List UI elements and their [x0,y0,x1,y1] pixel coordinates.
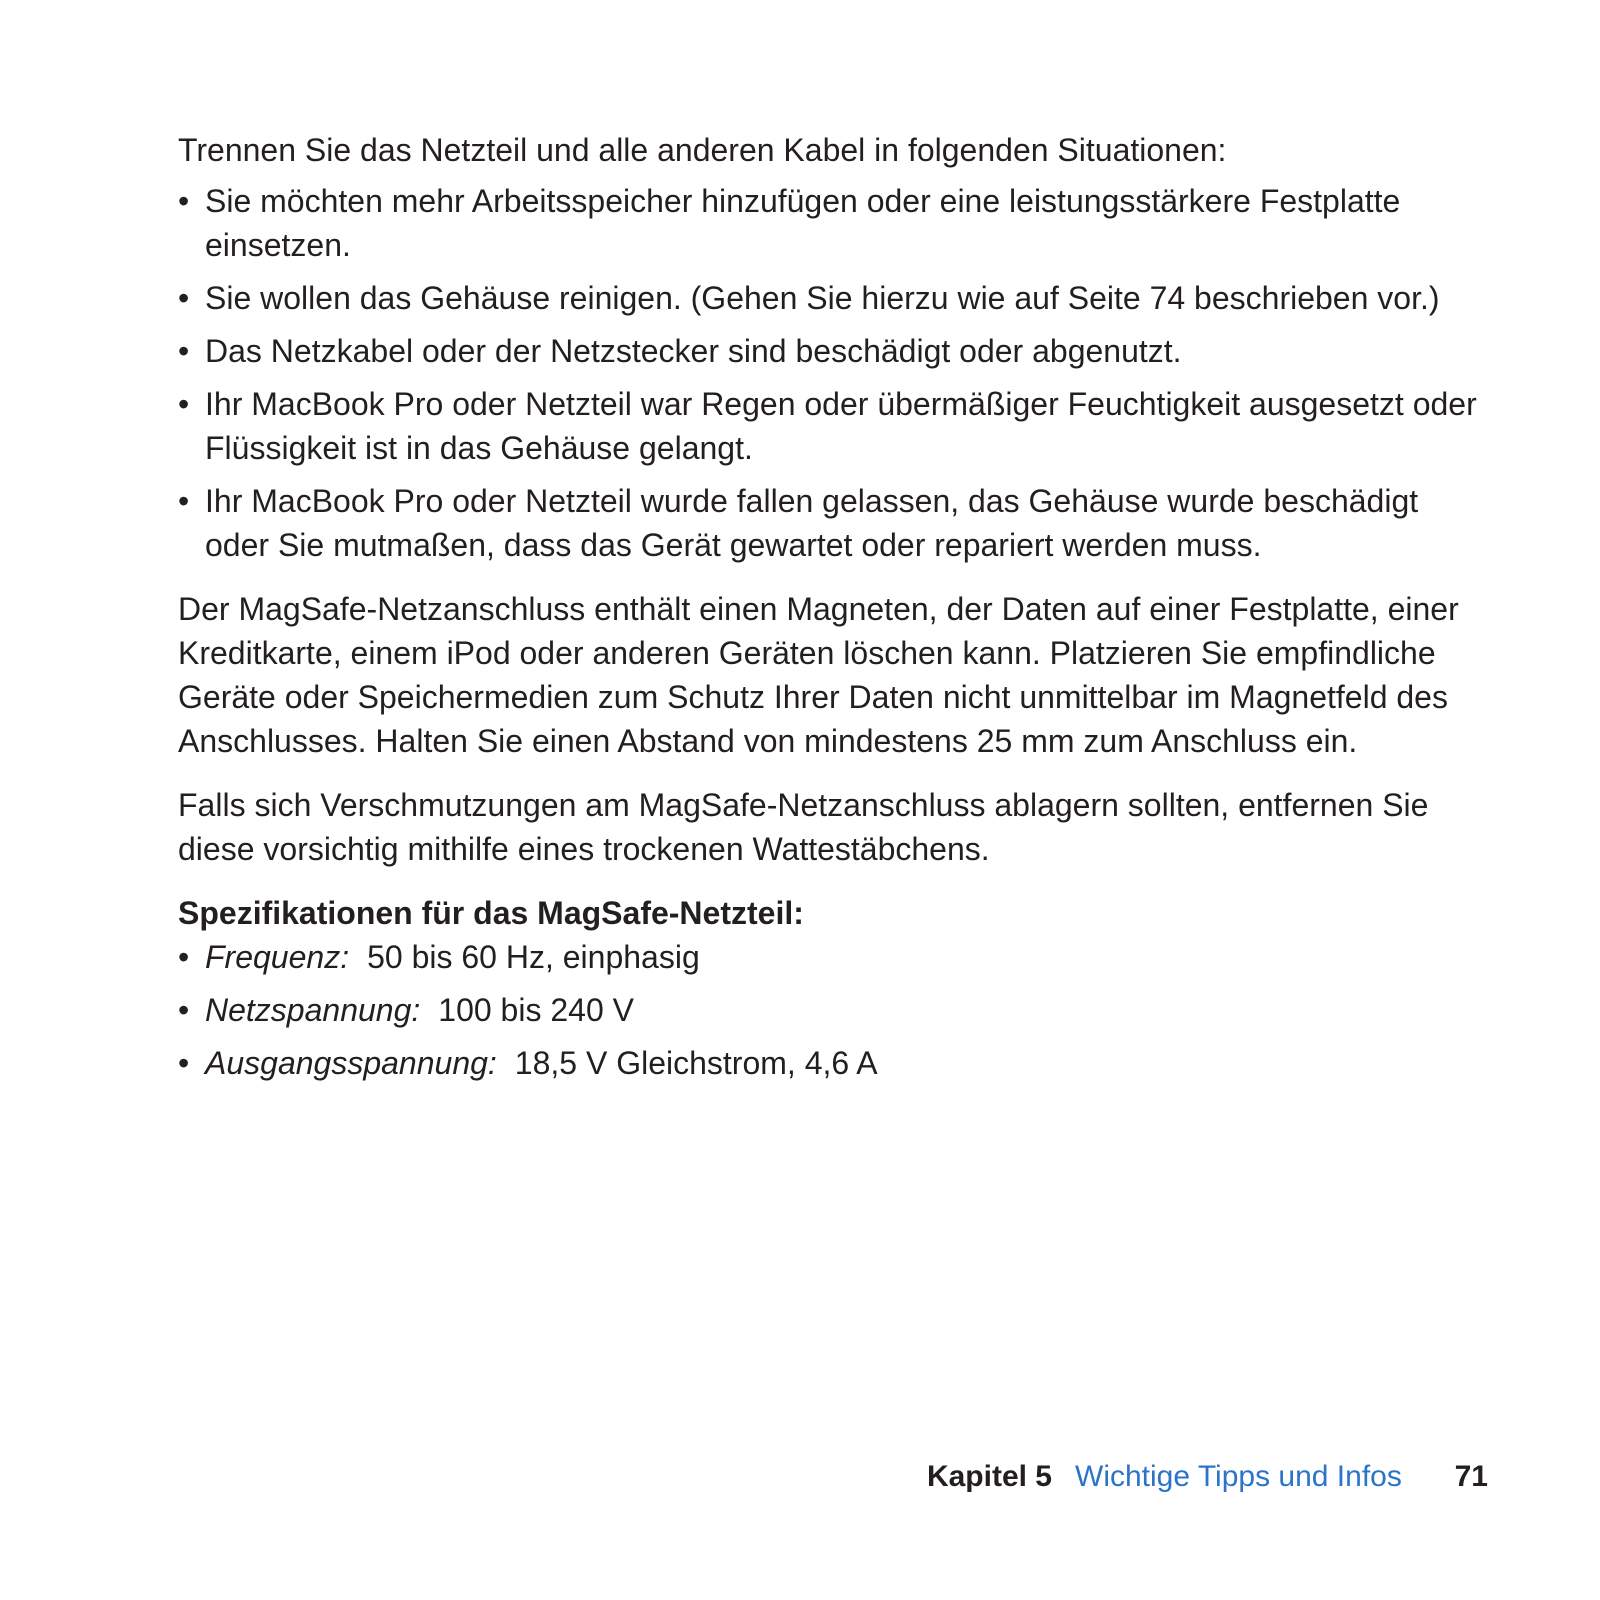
list-item [178,1041,1478,1085]
spec-label: Netzspannung: [205,992,421,1028]
spec-value: 100 bis 240 V [438,992,634,1028]
bullet-icon: • [178,483,190,519]
footer-chapter: Kapitel 5 [926,1460,1052,1493]
list-item-text: Sie wollen das Gehäuse reinigen. (Gehen Sie hierzu wie auf Seite 74 beschrieben vor.) [205,280,1440,316]
page-number: 71 [1454,1460,1488,1493]
bullet-icon: • [178,992,190,1028]
bullet-icon: • [178,333,190,369]
situations-list [178,179,1478,567]
bullet-icon: • [178,939,190,975]
list-item-text: Sie möchten mehr Arbeitsspeicher hinzufügen oder eine leistungsstärkere Festplatte einsetzen. [205,183,1401,263]
list-item-text: Das Netzkabel oder der Netzstecker sind beschädigt oder abgenutzt. [205,333,1182,369]
bullet-icon: • [178,280,190,316]
list-item-text: Ihr MacBook Pro oder Netzteil war Regen oder übermäßiger Feuchtigkeit ausgesetzt oder Flüssigkeit ist in das Gehäuse gelangt. [205,386,1477,466]
list-item [178,179,1478,267]
list-item [178,479,1478,567]
list-item [178,382,1478,470]
list-item [178,329,1478,373]
footer-chapter-title: Wichtige Tipps und Infos [1075,1460,1402,1493]
list-item [178,988,1478,1032]
list-item [178,935,1478,979]
cleaning-paragraph: Falls sich Verschmutzungen am MagSafe-Netzanschluss ablagern sollten, entfernen Sie diese vorsichtig mithilfe eines trockenen Wattestäbchens. [178,787,1429,867]
page-body [178,128,1478,1105]
bullet-icon: • [178,183,190,219]
bullet-icon: • [178,1045,190,1081]
spec-label: Ausgangsspannung: [205,1045,497,1081]
magnet-paragraph: Der MagSafe-Netzanschluss enthält einen Magneten, der Daten auf einer Festplatte, einer Kreditkarte, einem iPod oder anderen Geräten löschen kann. Platzieren Sie empfindliche Geräte oder Speichermedien zum Schutz Ihrer Daten nicht unmittelbar im Magnetfeld des Anschlusses. Halten Sie einen Abstand von mindestens 25 mm zum Anschluss ein. [178,591,1459,759]
spec-heading: Spezifikationen für das MagSafe-Netzteil: [178,895,804,931]
specs-list [178,935,1478,1085]
list-item-text: Ihr MacBook Pro oder Netzteil wurde fallen gelassen, das Gehäuse wurde beschädigt oder Sie mutmaßen, dass das Gerät gewartet oder repariert werden muss. [205,483,1419,563]
spec-value: 18,5 V Gleichstrom, 4,6 A [514,1045,878,1081]
list-item [178,276,1478,320]
bullet-icon: • [178,386,190,422]
page-footer [0,1455,1600,1499]
intro-paragraph: Trennen Sie das Netzteil und alle anderen Kabel in folgenden Situationen: [178,132,1227,168]
spec-label: Frequenz: [205,939,350,975]
spec-value: 50 bis 60 Hz, einphasig [367,939,700,975]
